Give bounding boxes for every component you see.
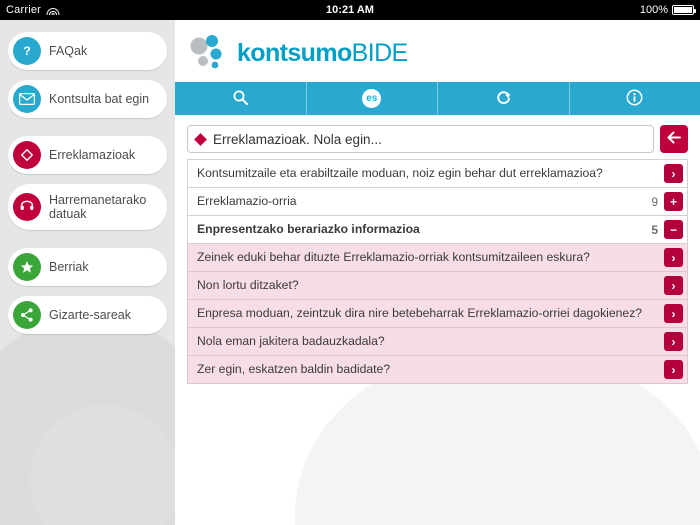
- chevron-right-icon[interactable]: ›: [664, 164, 683, 183]
- wifi-icon: [46, 5, 59, 15]
- sidebar-item-faqak[interactable]: [8, 32, 167, 70]
- list-item[interactable]: [187, 356, 688, 384]
- chevron-right-icon[interactable]: ›: [664, 332, 683, 351]
- list-item-label: Erreklamazio-orria: [197, 193, 297, 208]
- search-row: [175, 115, 700, 159]
- battery-full-icon: [672, 5, 694, 15]
- tab-language[interactable]: [307, 82, 439, 115]
- clock-label: 10:21 AM: [326, 4, 374, 16]
- tab-info[interactable]: [570, 82, 700, 115]
- list-item[interactable]: [187, 216, 688, 244]
- search-input-value: Erreklamazioak. Nola egin...: [213, 131, 382, 147]
- list-item-label: Enpresa moduan, zeintzuk dira nire betebeharrak Erreklamazio-orriei dagokienez?: [197, 305, 643, 320]
- back-button[interactable]: [660, 125, 688, 153]
- back-arrow-icon: [667, 131, 682, 147]
- list-item-label: Enpresentzako berariazko informazioa: [197, 221, 420, 236]
- tab-refresh[interactable]: [438, 82, 570, 115]
- magnifier-icon: [232, 89, 249, 109]
- status-left: [6, 4, 59, 16]
- battery-percent-label: 100%: [639, 4, 668, 16]
- refresh-icon: [495, 89, 512, 109]
- chevron-right-icon[interactable]: ›: [664, 248, 683, 267]
- sidebar-item-berriak[interactable]: [8, 248, 167, 286]
- sidebar-item-gizarte-sareak[interactable]: [8, 296, 167, 334]
- sidebar-item-label: FAQak: [49, 43, 88, 58]
- sidebar-item-label: Gizarte-sareak: [49, 307, 131, 322]
- red-diamond-icon: [194, 133, 207, 146]
- status-right: [640, 4, 694, 16]
- carrier-label: Carrier: [6, 4, 42, 16]
- language-badge-icon: es: [362, 89, 381, 108]
- brand-wordmark: [237, 39, 408, 68]
- sidebar: [0, 20, 175, 525]
- list-item[interactable]: [187, 244, 688, 272]
- star-icon: [13, 253, 41, 281]
- sidebar-item-erreklamazioak[interactable]: [8, 136, 167, 174]
- list-item[interactable]: [187, 159, 688, 188]
- search-input[interactable]: [187, 125, 654, 153]
- chevron-right-icon[interactable]: ›: [664, 304, 683, 323]
- faq-list: [175, 159, 700, 384]
- list-item-count: 9: [651, 194, 658, 209]
- list-item[interactable]: [187, 328, 688, 356]
- ios-status-bar: [0, 0, 700, 20]
- sidebar-item-harremanetarako-datuak[interactable]: [8, 184, 167, 230]
- brand-second-label: BIDE: [351, 38, 408, 67]
- sidebar-item-kontsulta-bat-egin[interactable]: [8, 80, 167, 118]
- plus-icon[interactable]: +: [664, 192, 683, 211]
- list-item[interactable]: [187, 300, 688, 328]
- brand-header: [175, 20, 700, 82]
- chevron-right-icon[interactable]: ›: [664, 360, 683, 379]
- phone-icon: [13, 193, 41, 221]
- sidebar-item-label: Berriak: [49, 259, 89, 274]
- toolbar-tabs: [175, 82, 700, 115]
- list-item-label: Nola eman jakitera badauzkadala?: [197, 333, 385, 348]
- list-item-label: Zer egin, eskatzen baldin badidate?: [197, 361, 391, 376]
- list-item-count: 5: [651, 222, 658, 237]
- diamond-icon: [13, 141, 41, 169]
- list-item-label: Non lortu ditzaket?: [197, 277, 299, 292]
- sidebar-item-label: Erreklamazioak: [49, 147, 136, 162]
- share-icon: [13, 301, 41, 329]
- list-item[interactable]: [187, 272, 688, 300]
- chevron-right-icon[interactable]: ›: [664, 276, 683, 295]
- question-mark-icon: [13, 37, 41, 65]
- sidebar-item-label: Kontsulta bat egin: [49, 91, 150, 106]
- info-icon: [626, 89, 643, 109]
- tab-search[interactable]: [175, 82, 307, 115]
- list-item[interactable]: [187, 188, 688, 216]
- envelope-icon: [13, 85, 41, 113]
- list-item-label: Zeinek eduki behar dituzte Erreklamazio-orriak kontsumitzaileen eskura?: [197, 249, 590, 264]
- minus-icon[interactable]: −: [664, 220, 683, 239]
- list-item-label: Kontsumitzaile eta erabiltzaile moduan, noiz egin behar dut erreklamazioa?: [197, 165, 603, 180]
- brand-first-label: kontsumo: [237, 38, 352, 67]
- sidebar-item-label: Harremanetarako datuak: [49, 192, 147, 221]
- svg-text:?: ?: [23, 44, 31, 58]
- content-panel: [175, 20, 700, 525]
- kontsumobide-logo-icon: [185, 30, 231, 76]
- sidebar-menu: [0, 32, 175, 334]
- screen: [0, 20, 700, 525]
